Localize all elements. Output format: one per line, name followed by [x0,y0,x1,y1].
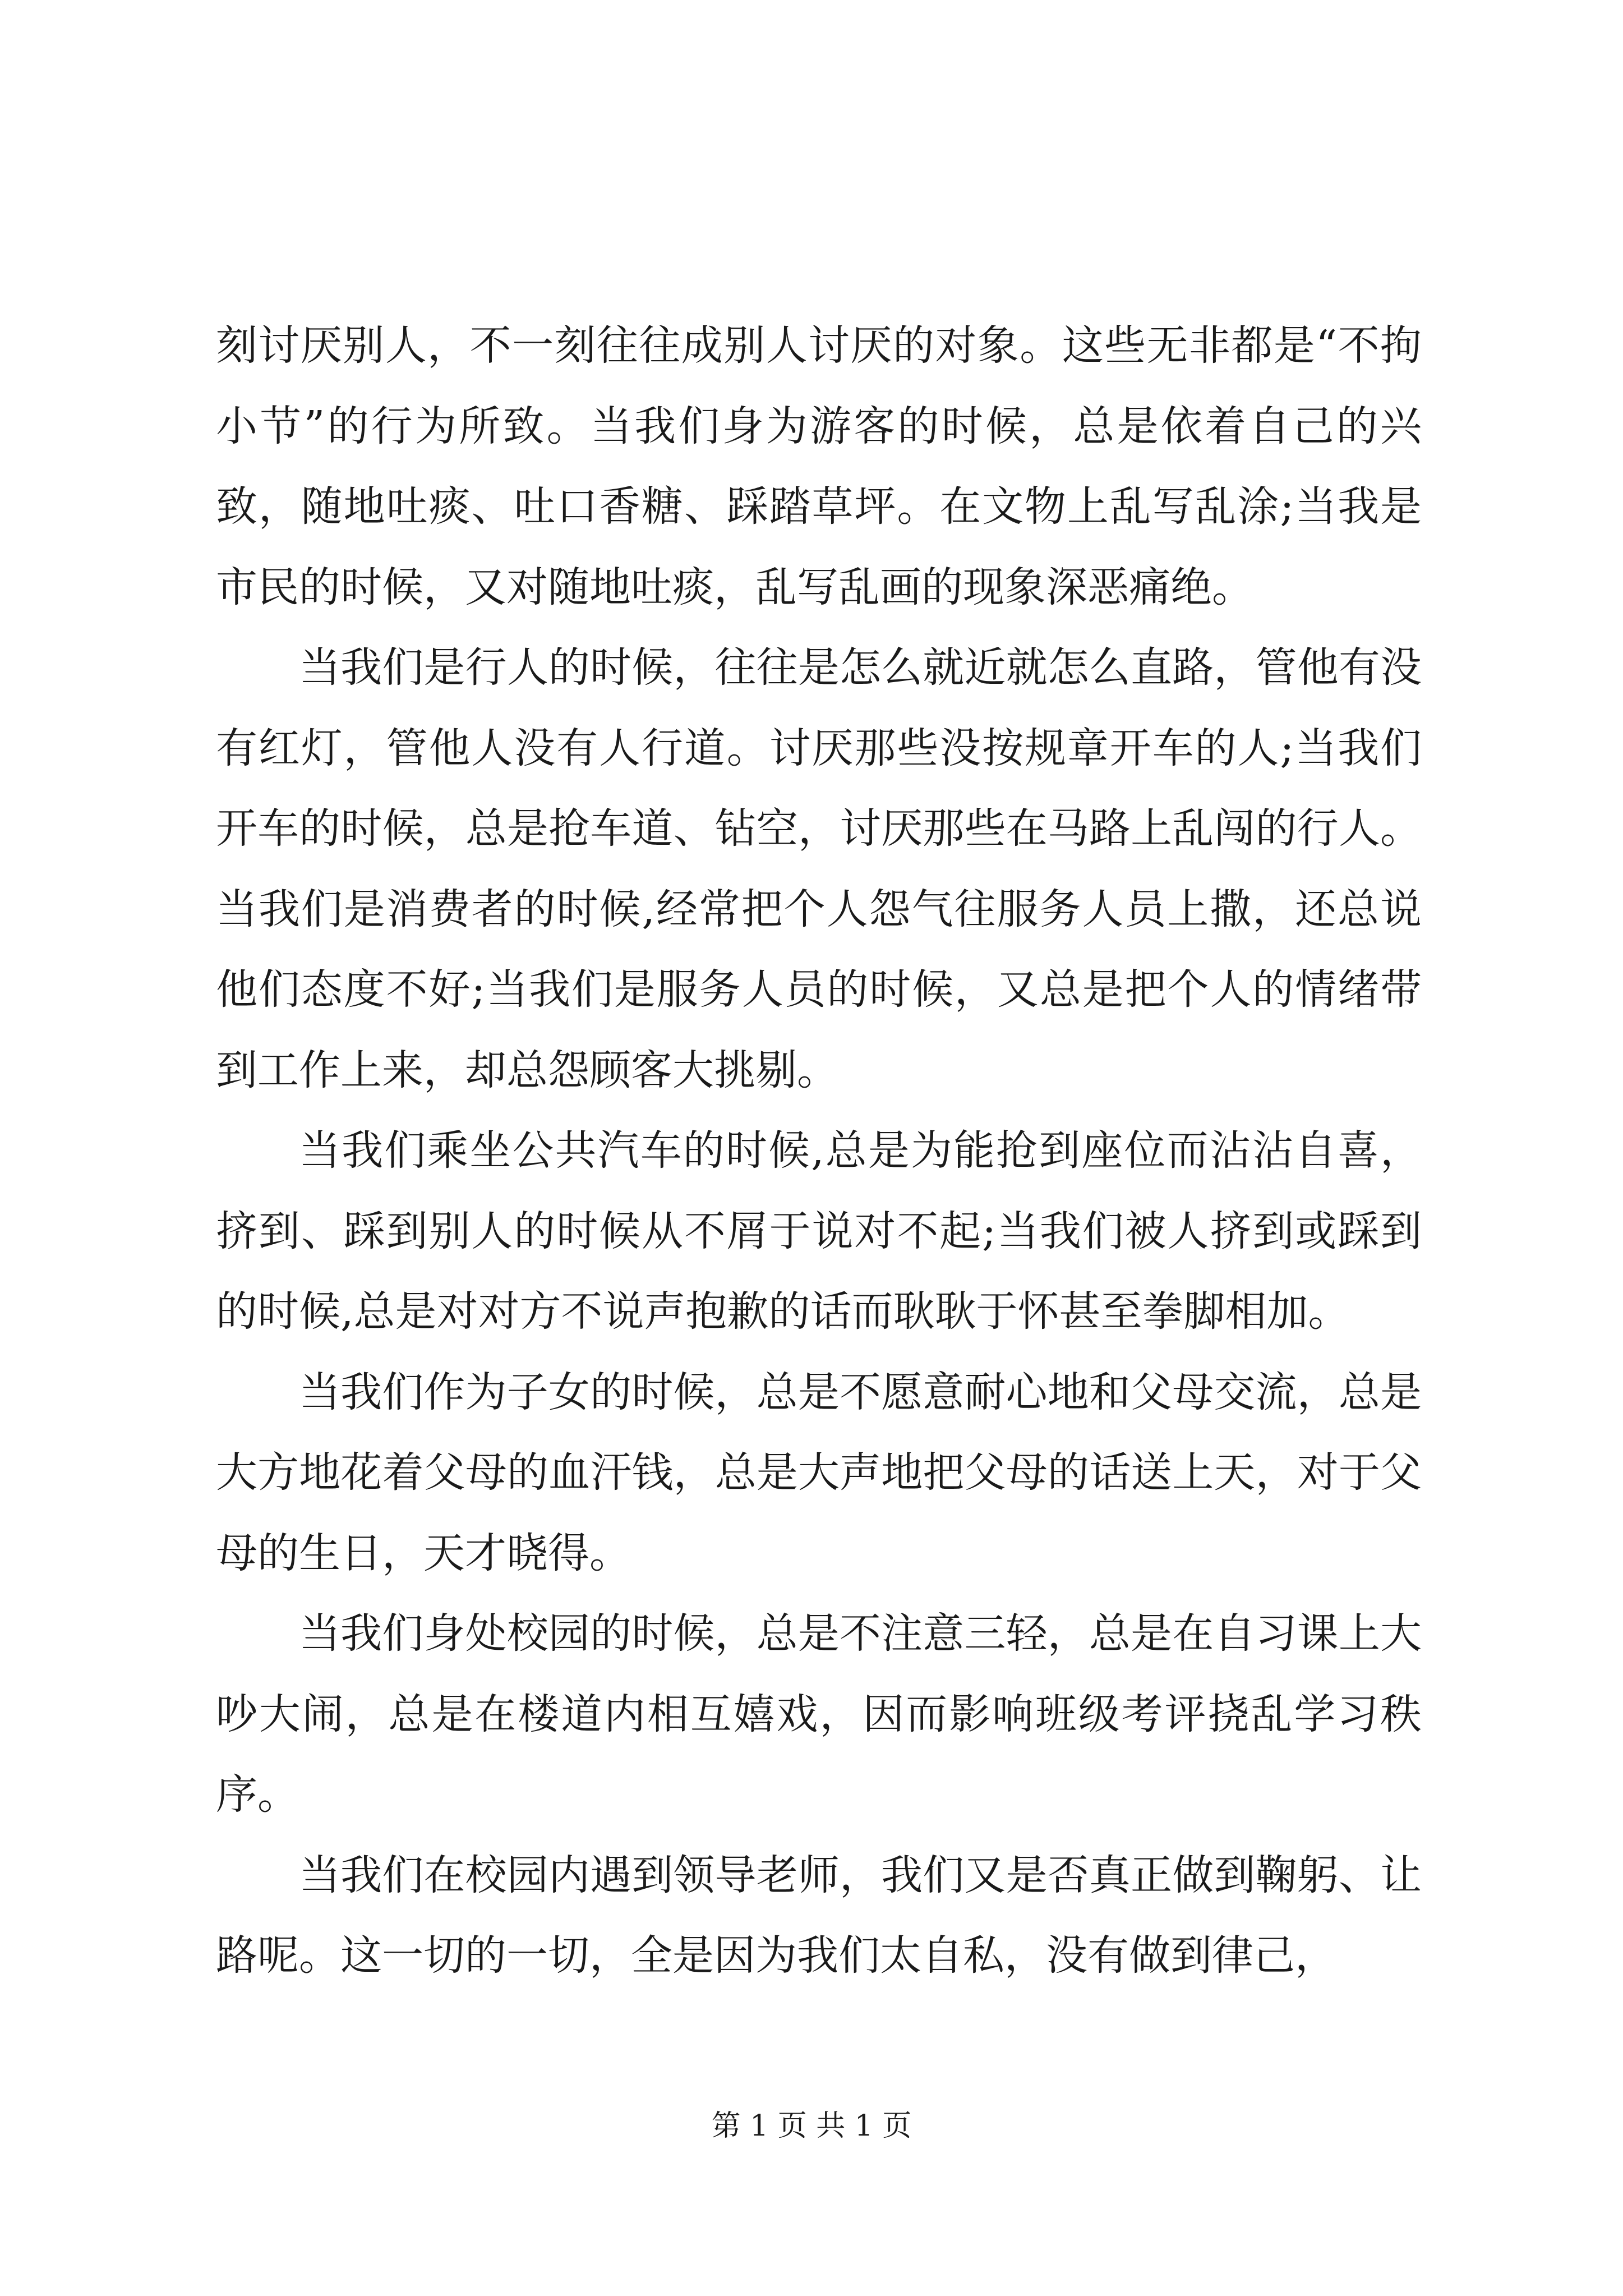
paragraph-6: 当我们在校园内遇到领导老师，我们又是否真正做到鞠躬、让路呢。这一切的一切，全是因为我们太自私，没有做到律己， [216,1851,1422,1980]
paragraph-4: 当我们作为子女的时候，总是不愿意耐心地和父母交流，总是大方地花着父母的血汗钱，总是大声地把父母的话送上天，对于父母的生日，天才晓得。 [216,1368,1422,1577]
paragraph-3: 当我们乘坐公共汽车的时候,总是为能抢到座位而沾沾自喜，挤到、踩到别人的时候从不屑于说对不起;当我们被人挤到或踩到的时候,总是对对方不说声抱歉的话而耿耿于怀甚至拳脚相加。 [216,1126,1422,1336]
page-footer: 第 1 页 共 1 页 [711,2109,912,2143]
paragraph-1: 刻讨厌别人，不一刻往往成别人讨厌的对象。这些无非都是“不拘小节”的行为所致。当我们身为游客的时候，总是依着自己的兴致，随地吐痰、吐口香糖、踩踏草坪。在文物上乱写乱涂;当我是市民的时候，又对随地吐痰，乱写乱画的现象深恶痛绝。 [216,321,1422,611]
paragraph-5: 当我们身处校园的时候，总是不注意三轻，总是在自习课上大吵大闹，总是在楼道内相互嬉戏，因而影响班级考评挠乱学习秩序。 [216,1609,1422,1819]
paragraph-2: 当我们是行人的时候，往往是怎么就近就怎么直路，管他有没有红灯，管他人没有人行道。讨厌那些没按规章开车的人;当我们开车的时候，总是抢车道、钻空，讨厌那些在马路上乱闯的行人。当我们是消费者的时候,经常把个人怨气往服务人员上撒，还总说他们态度不好;当我们是服务人员的时候，又总是把个人的情绪带到工作上来，却总怨顾客大挑剔。 [216,643,1422,1094]
document-body [216,306,1422,1996]
